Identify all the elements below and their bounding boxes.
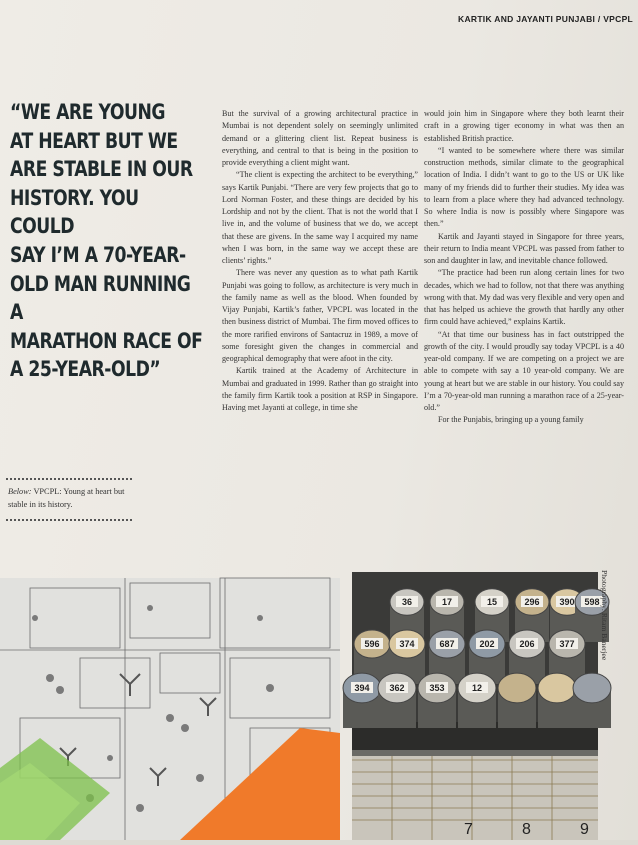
- tin-label: 12: [471, 683, 483, 693]
- tin-label: 687: [439, 639, 455, 649]
- paragraph: Kartik trained at the Academy of Architecture in Mumbai and graduated in 1999. Rather than go straight into the family firm Kartik took a position at RSP in Singapore. Having met Jayanti at college, in time she: [222, 366, 418, 412]
- pull-quote: [10, 98, 207, 384]
- paragraph: “The client is expecting the architect to be everything,” says Kartik Punjabi. “There are very few projects that go to Lord Norman Foster, and these things are decided by his Lordship and not by the client. That is not the world that I live in, and the volume of business that we do, we accept that these are givens. In the same way I acquired my name when I was born, in the same way we accept these are clients’ rights.”: [222, 170, 418, 265]
- ruler-number: 7: [464, 821, 473, 838]
- pull-quote-line: HISTORY. YOU COULD: [10, 185, 139, 239]
- tin-label: 394: [354, 683, 370, 693]
- paragraph: Kartik and Jayanti stayed in Singapore for three years, their return to India meant VPCPL was passed from father to son and daughter in law, and inevitable chance followed.: [424, 231, 624, 265]
- pull-quote-line: MARATHON RACE OF: [10, 328, 203, 353]
- caption-divider-top: [6, 478, 132, 480]
- tin-label: 377: [559, 639, 575, 649]
- tin-label: 15: [486, 597, 498, 607]
- tins-illustration: [352, 572, 598, 840]
- tin-label: 390: [559, 597, 575, 607]
- pull-quote-line: “WE ARE YOUNG: [10, 100, 166, 124]
- paragraph: There was never any question as to what path Kartik Punjabi was going to follow, as architecture is very much in the family name as well as the blood. When founded by Vijay Punjabi, Kartik’s father, VPCPL was located in the then business district of Mumbai. The firm moved offices to the more rarified environs of Santacruz in 1989, a move of some foresight given the changes in commercial and geographical demography that were afoot in the city.: [222, 268, 418, 363]
- paragraph: “I wanted to be somewhere where there was similar construction methods, similar climate to the geographical location of India. I didn’t want to go to the US or UK like many of my friends did to further their studies. My idea was to learn from a place where they had advanced technology. So where India is now is possibly where Singapore was then.”: [424, 145, 624, 229]
- caption-text: VPCPL: Young at heart but stable in its history.: [8, 487, 125, 509]
- article-column-2: [424, 108, 624, 427]
- tin-label: 17: [441, 597, 453, 607]
- photo-credit: Photography: Ritam Banerjee: [600, 570, 609, 661]
- tin-label: 596: [364, 639, 380, 649]
- running-head: KARTIK AND JAYANTI PUNJABI / VPCPL: [458, 14, 634, 24]
- paragraph: For the Punjabis, bringing up a young family: [438, 415, 584, 425]
- ruler-number: 9: [580, 821, 589, 838]
- paragraph: “At that time our business has in fact outstripped the growth of the city. I would proudly say today VPCPL is a 40 year-old company. If we are competing on a project we are able to compete with say a 10 year-old company. We are young at heart but we are stable in our history. You could say I’m a 70-year-old man running a marathon race of a 25-year-old.”: [424, 329, 624, 412]
- photo-caption: [8, 485, 133, 511]
- pull-quote-line: AT HEART BUT WE: [10, 128, 178, 153]
- tin-lid: [498, 673, 536, 703]
- article-column-1: [222, 108, 418, 414]
- caption-divider-bottom: [6, 519, 132, 521]
- paragraph: “The practice had been run along certain lines for two decades, which we had to follow, not that there was anything wrong with that. My dad was very flexible and very open and that has helped us achieve the growth that hardly any other firm could have achieved,” explains Kartik.: [424, 268, 624, 327]
- tin-label: 206: [519, 639, 535, 649]
- caption-label: Below:: [8, 487, 32, 496]
- tin-lid: [573, 673, 611, 703]
- floor-plan-photo: [0, 578, 340, 840]
- pull-quote-line: SAY I’M A 70-YEAR-: [10, 242, 186, 267]
- pull-quote-line: ARE STABLE IN OUR: [10, 157, 193, 182]
- tin-label: 362: [389, 683, 405, 693]
- tin-label: 374: [399, 639, 415, 649]
- tin-label: 353: [429, 683, 445, 693]
- tin-label: 202: [479, 639, 495, 649]
- ruler-number: 8: [522, 821, 531, 838]
- paragraph: would join him in Singapore where they both learnt their craft in a growing tiger economy in what was then an established British practice.: [424, 109, 624, 143]
- tin-label: 296: [524, 597, 540, 607]
- tin-label: 36: [401, 597, 413, 607]
- storage-tins-photo: [352, 572, 598, 840]
- tin-label: 598: [584, 597, 600, 607]
- floor-plan-illustration: [0, 578, 340, 840]
- pull-quote-line: A 25-YEAR-OLD”: [10, 357, 161, 382]
- paragraph: But the survival of a growing architectural practice in Mumbai is not dependent solely on seemingly unlimited demand or a glittering client list. Repeat business is everything, and central to that is being in the position to provide everything a client might want.: [222, 109, 418, 167]
- pull-quote-line: OLD MAN RUNNING A: [10, 271, 191, 325]
- tin-lid: [538, 673, 576, 703]
